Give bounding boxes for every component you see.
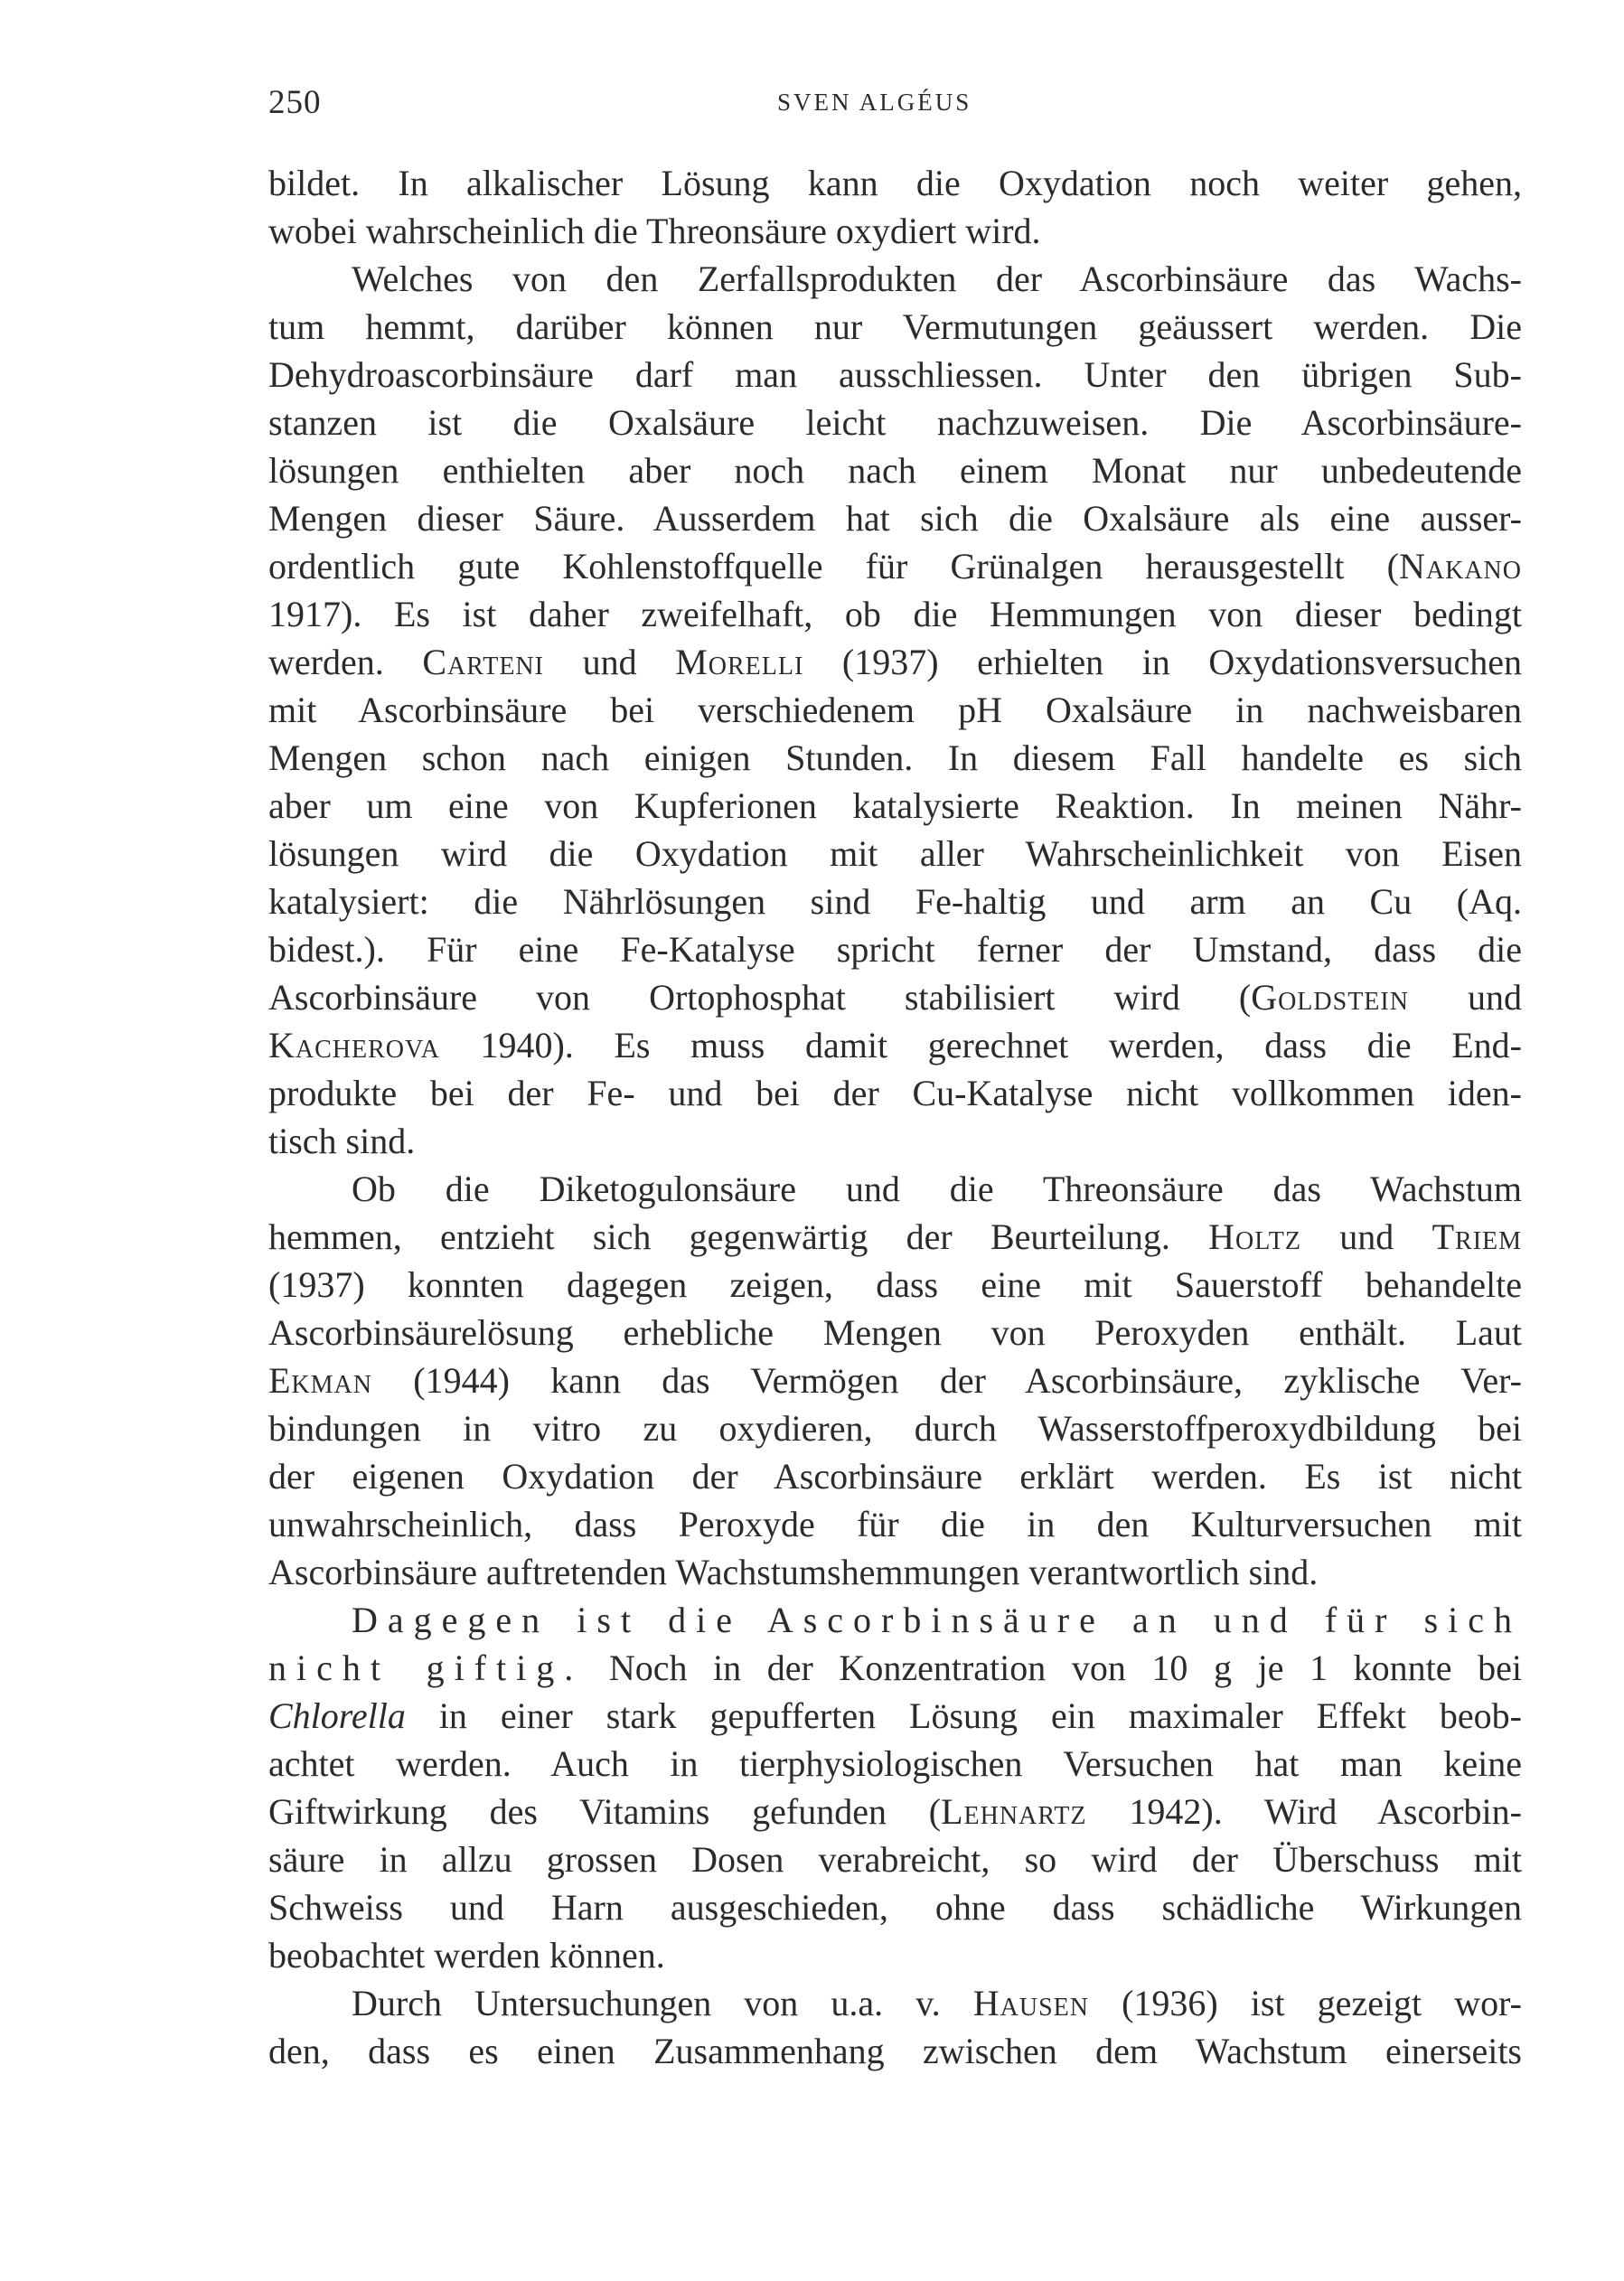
text-line: Welches von den Zerfallsprodukten der Ascorbinsäure das Wachs- — [352, 258, 1522, 299]
text-line: säure in allzu grossen Dosen verabreicht, so wird der Überschuss mit — [268, 1839, 1522, 1880]
text-line: katalysiert: die Nährlösungen sind Fe-haltig und arm an Cu (Aq. — [268, 881, 1522, 922]
text-line: bidest.). Für eine Fe-Katalyse spricht ferner der Umstand, dass die — [268, 929, 1522, 970]
text-line: Ob die Diketogulonsäure und die Threonsäure das Wachstum — [352, 1169, 1522, 1209]
text-fragment: (1936) ist gezeigt wor- — [1122, 1983, 1522, 2023]
taxon-name: Chlorella — [268, 1695, 406, 1736]
text-fragment: Ascorbinsäure von Ortophosphat stabilisiert wird ( — [268, 977, 1252, 1018]
text-line: tum hemmt, darüber können nur Vermutungen geäussert werden. Die — [268, 306, 1522, 347]
text-line: 1917). Es ist daher zweifelhaft, ob die Hemmungen von dieser bedingt — [268, 594, 1522, 634]
author-name: Triem — [1432, 1216, 1522, 1257]
author-name: Lehnartz — [941, 1791, 1087, 1832]
text-line — [268, 1644, 1522, 1692]
author-name: Holtz — [1208, 1216, 1301, 1257]
author-name: Kacherova — [268, 1025, 440, 1065]
emphasized-text: nicht giftig. — [268, 1647, 584, 1688]
text-line: produkte bei der Fe- und bei der Cu-Katalyse nicht vollkommen iden- — [268, 1073, 1522, 1113]
body-text — [268, 159, 1522, 2075]
text-line — [268, 1021, 1522, 1069]
text-fragment: 1940). Es muss damit gerechnet werden, dass die End- — [480, 1025, 1522, 1065]
text-line — [268, 1692, 1522, 1740]
text-fragment: hemmen, entzieht sich gegenwärtig der Beurteilung. — [268, 1216, 1170, 1257]
text-line: Schweiss und Harn ausgeschieden, ohne dass schädliche Wirkungen — [268, 1887, 1522, 1928]
text-line: bindungen in vitro zu oxydieren, durch Wasserstoffperoxydbildung bei — [268, 1408, 1522, 1449]
text-line: aber um eine von Kupferionen katalysierte Reaktion. In meinen Nähr- — [268, 785, 1522, 826]
text-line: wobei wahrscheinlich die Threonsäure oxydiert wird. — [268, 211, 1041, 251]
text-fragment: (1944) kann das Vermögen der Ascorbinsäure, zyklische Ver- — [413, 1360, 1522, 1401]
text-line: stanzen ist die Oxalsäure leicht nachzuweisen. Die Ascorbinsäure- — [268, 402, 1522, 443]
text-fragment: und — [1339, 1216, 1394, 1257]
author-name: Nakano — [1399, 546, 1522, 587]
text-line: den, dass es einen Zusammenhang zwischen dem Wachstum einerseits — [268, 2031, 1522, 2071]
text-line: Dagegen ist die Ascorbinsäure an und für sich — [352, 1600, 1522, 1640]
text-line: Ascorbinsäurelösung erhebliche Mengen von Peroxyden enthält. Laut — [268, 1312, 1522, 1353]
text-line — [268, 973, 1522, 1021]
text-line — [268, 1356, 1522, 1404]
text-line — [268, 542, 1522, 590]
author-name: Goldstein — [1251, 977, 1409, 1018]
running-title: SVEN ALGÉUS — [777, 89, 972, 116]
text-line: tisch sind. — [268, 1121, 416, 1161]
text-line: Dehydroascorbinsäure darf man ausschliessen. Unter den übrigen Sub- — [268, 354, 1522, 395]
text-line: lösungen enthielten aber noch nach einem Monat nur unbedeutende — [268, 450, 1522, 491]
page-number: 250 — [268, 84, 322, 121]
text-line: mit Ascorbinsäure bei verschiedenem pH Oxalsäure in nachweisbaren — [268, 690, 1522, 730]
text-line — [268, 1788, 1522, 1835]
text-fragment: und — [582, 642, 637, 682]
text-line: der eigenen Oxydation der Ascorbinsäure erklärt werden. Es ist nicht — [268, 1456, 1522, 1497]
text-line — [268, 638, 1522, 686]
text-fragment: 1942). Wird Ascorbin- — [1129, 1791, 1522, 1832]
text-line: unwahrscheinlich, dass Peroxyde für die in den Kulturversuchen mit — [268, 1504, 1522, 1544]
text-fragment: (1937) erhielten in Oxydationsversuchen — [841, 642, 1522, 682]
text-fragment: Noch in der Konzentration von 10 g je 1 konnte bei — [608, 1647, 1522, 1688]
running-head — [268, 83, 1522, 128]
author-name: Carteni — [422, 642, 544, 682]
author-name: Morelli — [675, 642, 804, 682]
text-line: Mengen dieser Säure. Ausserdem hat sich die Oxalsäure als eine ausser- — [268, 498, 1522, 539]
text-line: (1937) konnten dagegen zeigen, dass eine mit Sauerstoff behandelte — [268, 1264, 1522, 1305]
text-line: lösungen wird die Oxydation mit aller Wahrscheinlichkeit von Eisen — [268, 833, 1522, 874]
text-fragment: Durch Untersuchungen von u.a. v. — [352, 1983, 941, 2023]
text-line: beobachtet werden können. — [268, 1935, 665, 1976]
text-line — [268, 1213, 1522, 1261]
text-line: achtet werden. Auch in tierphysiologischen Versuchen hat man keine — [268, 1743, 1522, 1784]
text-fragment: in einer stark gepufferten Lösung ein maximaler Effekt beob- — [438, 1695, 1522, 1736]
text-fragment: und — [1468, 977, 1522, 1018]
text-line: bildet. In alkalischer Lösung kann die Oxydation noch weiter gehen, — [268, 163, 1522, 203]
author-name: Hausen — [972, 1983, 1089, 2023]
text-line: Mengen schon nach einigen Stunden. In diesem Fall handelte es sich — [268, 737, 1522, 778]
text-fragment: ordentlich gute Kohlenstoffquelle für Grünalgen herausgestellt ( — [268, 546, 1399, 587]
text-line: Ascorbinsäure auftretenden Wachstumshemmungen verantwortlich sind. — [268, 1552, 1319, 1592]
text-fragment: Giftwirkung des Vitamins gefunden ( — [268, 1791, 942, 1832]
text-fragment: werden. — [268, 642, 384, 682]
text-line — [268, 1979, 1522, 2027]
author-name: Ekman — [268, 1360, 372, 1401]
